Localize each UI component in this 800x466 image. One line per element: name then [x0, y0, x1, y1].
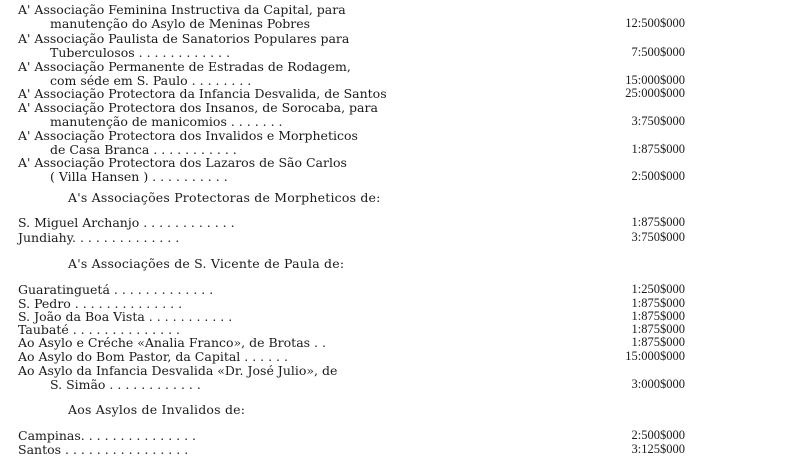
- item-name: Ao Asylo do Bom Pastor, da Capital . . . . . .: [18, 349, 288, 364]
- item-name: Guaratinguetá . . . . . . . . . . . . .: [18, 282, 214, 297]
- item-name: Santos . . . . . . . . . . . . . . . .: [18, 442, 189, 457]
- entry-line: Tuberculosos . . . . . . . . . . . .: [50, 45, 231, 60]
- item-amount: 3:125$000: [631, 442, 685, 456]
- entry-row: [0, 86, 800, 101]
- entry-row: [0, 2, 800, 17]
- item-amount: 1:875$000: [631, 296, 685, 310]
- list-item: [0, 282, 800, 297]
- item-name: Jundiahy. . . . . . . . . . . . . .: [18, 230, 180, 245]
- item-amount: 1:875$000: [631, 335, 685, 349]
- entry-line: manutenção do Asylo de Meninas Pobres: [50, 16, 311, 31]
- item-amount: 2:500$000: [631, 428, 685, 442]
- entry-line: ( Villa Hansen ) . . . . . . . . . .: [50, 169, 228, 184]
- entry-row: [0, 100, 800, 115]
- list-item: [0, 335, 800, 350]
- item-name: S. Simão . . . . . . . . . . . .: [50, 377, 201, 392]
- item-name: Taubaté . . . . . . . . . . . . . .: [18, 322, 180, 337]
- item-amount: 3:000$000: [631, 377, 685, 391]
- heading-text: A's Associações de S. Vicente de Paula de:: [68, 256, 345, 271]
- item-amount: 1:875$000: [631, 309, 685, 323]
- entry-line: manutenção de manicomios . . . . . . .: [50, 114, 283, 129]
- entry-row: [0, 45, 800, 60]
- list-item: [0, 363, 800, 378]
- entry-line: A' Associação Protectora da Infancia Desvalida, de Santos: [18, 86, 387, 101]
- item-name: S. Miguel Archanjo . . . . . . . . . . . .: [18, 215, 235, 230]
- list-item: [0, 428, 800, 443]
- entry-line: A' Associação Protectora dos Lazaros de São Carlos: [18, 155, 347, 170]
- section-heading-vicente: [0, 256, 800, 271]
- entry-line: com séde em S. Paulo . . . . . . . .: [50, 73, 252, 88]
- section-heading-invalidos: [0, 402, 800, 417]
- entry-row: [0, 59, 800, 74]
- entry-row: [0, 114, 800, 129]
- entry-amount: 12:500$000: [625, 16, 685, 30]
- item-name: S. Pedro . . . . . . . . . . . . . .: [18, 296, 183, 311]
- list-item: [0, 377, 800, 392]
- entry-row: [0, 169, 800, 184]
- item-amount: 3:750$000: [631, 230, 685, 244]
- item-name: Campinas. . . . . . . . . . . . . . .: [18, 428, 197, 443]
- entry-line: A' Associação Paulista de Sanatorios Populares para: [18, 31, 350, 46]
- entry-line: de Casa Branca . . . . . . . . . . .: [50, 142, 237, 157]
- entry-row: [0, 31, 800, 46]
- item-name: Ao Asylo da Infancia Desvalida «Dr. José Julio», de: [18, 363, 338, 378]
- entry-amount: 25:000$000: [625, 86, 685, 100]
- item-amount: 1:250$000: [631, 282, 685, 296]
- entry-amount: 3:750$000: [631, 114, 685, 128]
- entry-row: [0, 16, 800, 31]
- entry-amount: 15:000$000: [625, 73, 685, 87]
- heading-text: Aos Asylos de Invalidos de:: [68, 402, 246, 417]
- list-item: [0, 442, 800, 457]
- section-heading-morpheticos: [0, 190, 800, 205]
- entry-row: [0, 128, 800, 143]
- entry-row: [0, 155, 800, 170]
- item-amount: 1:875$000: [631, 322, 685, 336]
- entry-line: A' Associação Protectora dos Invalidos e Morpheticos: [18, 128, 358, 143]
- item-amount: 1:875$000: [631, 215, 685, 229]
- item-amount: 15:000$000: [625, 349, 685, 363]
- entry-amount: 7:500$000: [631, 45, 685, 59]
- item-name: S. João da Boa Vista . . . . . . . . . . .: [18, 309, 233, 324]
- entry-amount: 2:500$000: [631, 169, 685, 183]
- list-item: [0, 349, 800, 364]
- list-item: [0, 215, 800, 230]
- entry-line: A' Associação Feminina Instructiva da Capital, para: [18, 2, 346, 17]
- entry-line: A' Associação Protectora dos Insanos, de Sorocaba, para: [18, 100, 378, 115]
- entry-amount: 1:875$000: [631, 142, 685, 156]
- list-item: [0, 230, 800, 245]
- item-name: Ao Asylo e Créche «Analia Franco», de Brotas . .: [18, 335, 326, 350]
- entry-line: A' Associação Permanente de Estradas de Rodagem,: [18, 59, 351, 74]
- heading-text: A's Associações Protectoras de Morpheticos de:: [68, 190, 381, 205]
